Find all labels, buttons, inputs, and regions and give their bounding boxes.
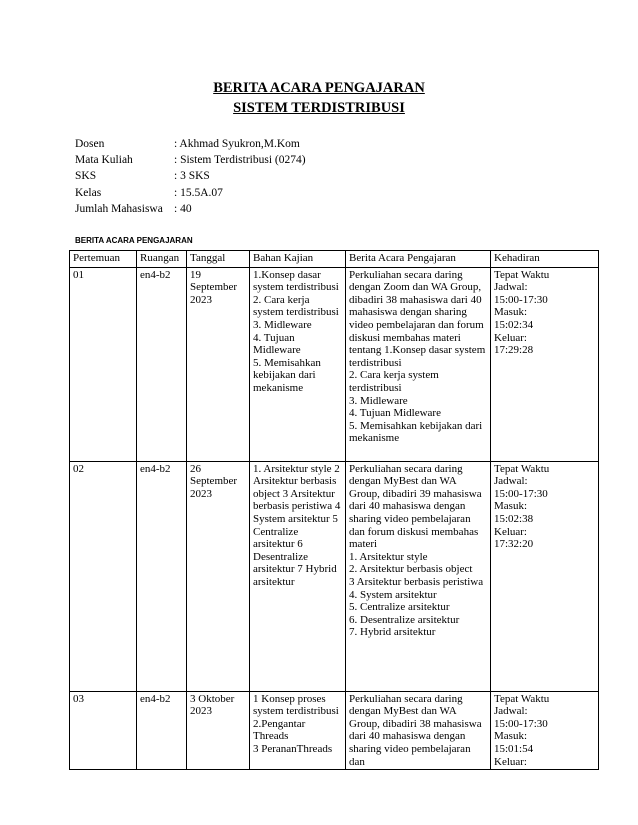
cell-pertemuan: 03	[70, 691, 137, 770]
cell-pertemuan: 01	[70, 267, 137, 461]
info-row-dosen	[75, 136, 306, 152]
info-label: Mata Kuliah	[75, 154, 133, 167]
cell-kehadiran: Tepat Waktu Jadwal: 15:00-17:30 Masuk: 15:02:34 Keluar: 17:29:28	[491, 267, 599, 461]
cell-ruangan: en4-b2	[137, 691, 187, 770]
info-label: SKS	[75, 170, 97, 183]
info-value: : Sistem Terdistribusi (0274)	[174, 154, 306, 167]
info-value: : 3 SKS	[174, 170, 210, 183]
cell-tanggal: 19 September 2023	[187, 267, 250, 461]
cell-ruangan: en4-b2	[137, 267, 187, 461]
info-row-jumlah-mahasiswa	[75, 201, 306, 217]
cell-bahan-kajian: 1. Arsitektur style 2 Arsitektur berbasis object 3 Arsitektur berbasis peristiwa 4 System arsitektur 5 Centralize arsitektur 6 Desentralize arsitektur 7 Hybrid arsitektur	[250, 461, 346, 691]
table-row	[70, 691, 599, 770]
info-label: Dosen	[75, 138, 105, 150]
page-title: BERITA ACARA PENGAJARAN	[213, 80, 425, 96]
table-row	[70, 267, 599, 461]
info-value: : 15.5A.07	[174, 186, 223, 199]
info-row-kelas	[75, 185, 306, 201]
header-kehadiran: Kehadiran	[491, 251, 599, 268]
header-bahan-kajian: Bahan Kajian	[250, 251, 346, 268]
info-value: : 40	[174, 202, 192, 215]
cell-ruangan: en4-b2	[137, 461, 187, 691]
page-subtitle: SISTEM TERDISTRIBUSI	[233, 100, 405, 116]
course-info	[75, 136, 306, 217]
info-row-mata-kuliah	[75, 152, 306, 168]
info-label: Jumlah Mahasiswa	[75, 202, 163, 215]
cell-pertemuan: 02	[70, 461, 137, 691]
cell-kehadiran: Tepat Waktu Jadwal: 15:00-17:30 Masuk: 15:02:38 Keluar: 17:32:20	[491, 461, 599, 691]
cell-tanggal: 26 September 2023	[187, 461, 250, 691]
header-tanggal: Tanggal	[187, 251, 250, 268]
header-berita-acara: Berita Acara Pengajaran	[346, 251, 491, 268]
header-ruangan: Ruangan	[137, 251, 187, 268]
info-label: Kelas	[75, 186, 102, 199]
cell-berita-acara: Perkuliahan secara daring dengan Zoom dan WA Group, dibadiri 38 mahasiswa dari 40 mahasiswa dengan sharing video pembelajaran dan forum diskusi membahas materi tentang 1.Konsep dasar system terdistribusi 2. Cara kerja system terdistribusi 3. Midleware 4. Tujuan Midleware 5. Memisahkan kebijakan dari mekanisme	[346, 267, 491, 461]
cell-berita-acara: Perkuliahan secara daring dengan MyBest dan WA Group, dibadiri 39 mahasiswa dari 40 mahasiswa dengan sharing video pembelajaran dan forum diskusi membahas materi 1. Arsitektur style 2. Arsitektur berbasis object 3 Arsitektur berbasis peristiwa 4. System arsitektur 5. Centralize arsitektur 6. Desentralize arsitektur 7. Hybrid arsitektur	[346, 461, 491, 691]
table-row	[70, 461, 599, 691]
cell-bahan-kajian: 1.Konsep dasar system terdistribusi 2. Cara kerja system terdistribusi 3. Midleware 4. Tujuan Midleware 5. Memisahkan kebijakan dari mekanisme	[250, 267, 346, 461]
info-value: : Akhmad Syukron,M.Kom	[174, 138, 300, 150]
table-header-row	[70, 251, 599, 268]
cell-kehadiran: Tepat Waktu Jadwal: 15:00-17:30 Masuk: 15:01:54 Keluar:	[491, 691, 599, 770]
teaching-record-table	[69, 250, 599, 770]
cell-berita-acara: Perkuliahan secara daring dengan MyBest dan WA Group, dibadiri 38 mahasiswa dari 40 mahasiswa dengan sharing video pembelajaran dan	[346, 691, 491, 770]
info-row-sks	[75, 168, 306, 184]
cell-bahan-kajian: 1 Konsep proses system terdistribusi 2.Pengantar Threads 3 PerananThreads	[250, 691, 346, 770]
header-pertemuan: Pertemuan	[70, 251, 137, 268]
cell-tanggal: 3 Oktober 2023	[187, 691, 250, 770]
section-heading: BERITA ACARA PENGAJARAN	[75, 236, 193, 245]
